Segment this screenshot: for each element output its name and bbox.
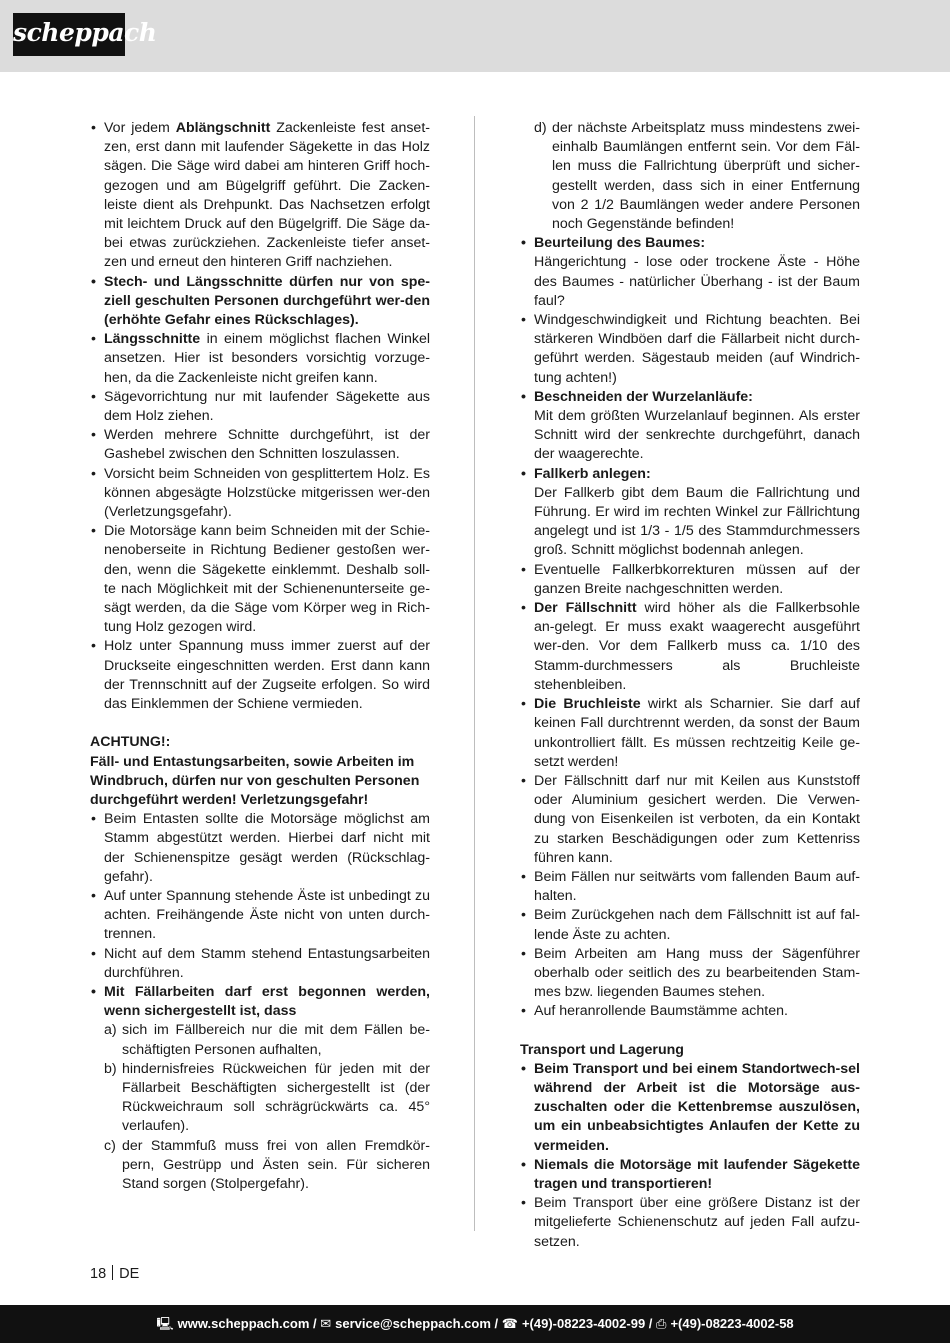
section-heading: Transport und Lagerung	[520, 1041, 684, 1058]
sub-list-item: a) sich im Fällbereich nur die mit dem Fällen be-schäftigten Personen aufhalten,	[104, 1022, 430, 1058]
computer-icon: 🖳	[156, 1316, 174, 1331]
page-number-value: 18	[90, 1266, 107, 1282]
footer-website[interactable]: www.scheppach.com /	[177, 1316, 317, 1331]
page-language: DE	[119, 1266, 140, 1282]
list-item: • Auf heranrollende Baumstämme achten.	[520, 1002, 860, 1021]
list-item-text: Der Fallkerb gibt dem Baum die Fallrichtung und Führung. Er wird im rechten Winkel zur Fällrichtung angelegt und ist 1/3 - 1/5 des Stammdurchmessers groß. Schnitt möglichst bodennah anlegen.	[534, 484, 860, 559]
footer-phone: +(49)-08223-4002-99 /	[521, 1316, 653, 1331]
footer-fax: +(49)-08223-4002-58	[670, 1316, 794, 1331]
list-item: • Auf unter Spannung stehende Äste ist unbedingt zu achten. Freihängende Äste nicht von unten durch-trennen.	[90, 887, 430, 945]
warning-text: Fäll- und Entastungsarbeiten, sowie Arbeiten im Windbruch, dürfen nur von geschulten Personen durchgeführt werden! Verletzungsgefahr!	[90, 753, 420, 808]
list-item: • Die Motorsäge kann beim Schneiden mit der Schie-nenoberseite in Richtung Bediener gestoßen wer-den, wenn die Sägekette einklemmt. Deshalb soll-te nach Möglichkeit mit der Schienenunterseite ge-sägt werden, da die Säge vom Körper weg in Rich-tung Holz gezogen wird.	[90, 522, 430, 637]
page-header	[0, 0, 950, 72]
list-item: • Beim Fällen nur seitwärts vom fallenden Baum auf-halten.	[520, 868, 860, 906]
right-column	[520, 119, 860, 1252]
page-number-separator	[112, 1265, 113, 1280]
column-divider	[474, 116, 475, 1231]
list-item-heading: • Beurteilung des Baumes:	[520, 234, 860, 253]
list-item-heading: • Beschneiden der Wurzelanläufe:	[520, 388, 860, 407]
footer-email[interactable]: service@scheppach.com /	[335, 1316, 499, 1331]
sub-list-item: d) der nächste Arbeitsplatz muss mindestens zwei-einhalb Baumlängen entfernt sein. Vor dem Fäl-len muss die Fallrichtung überprüft und sicher-gestellt werden, dass sich in einer Entfernung von 2 1/2 Baumlängen weder andere Personen noch Gegenstände befinden!	[534, 120, 860, 233]
list-item: • Beim Zurückgehen nach dem Fällschnitt ist auf fal-lende Äste zu achten.	[520, 906, 860, 944]
list-item: • Vorsicht beim Schneiden von gesplittertem Holz. Es können abgesägte Holzstücke mitgerissen wer-den (Verletzungsgefahr).	[90, 465, 430, 523]
list-item: • Stech- und Längsschnitte dürfen nur von spe-ziell geschulten Personen durchgeführt wer-den (erhöhte Gefahr eines Rückschlages).	[90, 273, 430, 331]
left-column	[90, 119, 430, 1194]
list-item-heading: • Fallkerb anlegen:	[520, 465, 860, 484]
list-item: • Beim Entasten sollte die Motorsäge möglichst am Stamm abgestützt werden. Hierbei darf nicht mit der Schienenspitze gesägt werden (Rückschlag-gefahr).	[90, 810, 430, 887]
list-item-text: Mit dem größten Wurzelanlauf beginnen. Als erster Schnitt wird der senkrechte durchgeführt, danach der waagerechte.	[534, 408, 860, 463]
list-item: • Beim Transport über eine größere Distanz ist der mitgelieferte Schienenschutz auf jeden Fall aufzu-setzen.	[520, 1194, 860, 1252]
warning-heading: ACHTUNG!:	[90, 734, 171, 751]
mail-icon: ✉	[320, 1316, 332, 1331]
list-item: • Mit Fällarbeiten darf erst begonnen werden, wenn sichergestellt ist, dass	[90, 983, 430, 1021]
list-item: • Nicht auf dem Stamm stehend Entastungsarbeiten durchführen.	[90, 945, 430, 983]
sub-list-item: b) hindernisfreies Rückweichen für jeden mit der Fällarbeit Beschäftigten sichergestellt ist (der Rückweichraum soll schrägrückwärts ca. 45° verlaufen).	[104, 1060, 430, 1135]
list-item: • Eventuelle Fallkerbkorrekturen müssen auf der ganzen Breite nachgeschnitten werden.	[520, 561, 860, 599]
list-item: • Windgeschwindigkeit und Richtung beachten. Bei stärkeren Windböen darf die Fällarbeit nicht durch-geführt werden. Sägestaub meiden (auf Windrich-tung achten!)	[520, 311, 860, 388]
list-item: • Der Fällschnitt wird höher als die Fallkerbsohle an-gelegt. Er muss exakt waagerecht ausgeführt wer-den. Vor dem Fallkerb muss ca. 1/10 des Stamm-durchmessers als Bruchleiste stehenbleiben.	[520, 599, 860, 695]
list-item: • Beim Arbeiten am Hang muss der Sägenführer oberhalb oder seitlich des zu bearbeitenden Stam-mes bzw. liegenden Baumes stehen.	[520, 945, 860, 1003]
list-item: • Längsschnitte in einem möglichst flachen Winkel ansetzen. Hier ist besonders vorsichtig vorzuge-hen, da die Zackenleiste nicht greifen kann.	[90, 330, 430, 388]
list-item: • Vor jedem Ablängschnitt Zackenleiste fest anset-zen, erst dann mit laufender Sägekette in das Holz sägen. Die Säge wird dabei am hinteren Griff hoch-gezogen und am Bügelgriff geführt. Die Zacken-leiste dient als Drehpunkt. Das Nachsetzen erfolgt mit leichtem Druck auf den Bügelgriff. Die Säge da-bei etwas zurückziehen. Zackenleiste tiefer anset-zen und erneut den hinteren Griff nachziehen.	[90, 119, 430, 273]
list-item: • Niemals die Motorsäge mit laufender Sägekette tragen und transportieren!	[520, 1156, 860, 1194]
page-footer	[0, 1305, 950, 1343]
list-item: • Der Fällschnitt darf nur mit Keilen aus Kunststoff oder Aluminium gesichert werden. Die Verwen-dung von Eisenkeilen ist verboten, da ein Kontakt zu starken Beschädigungen oder zum Kettenriss führen kann.	[520, 772, 860, 868]
page-number	[90, 1265, 139, 1283]
scheppach-logo: scheppach	[13, 13, 125, 56]
sub-list-item: c) der Stammfuß muss frei von allen Fremdkör-pern, Gestrüpp und Ästen sein. Für sicheren Stand sorgen (Stolpergefahr).	[104, 1137, 430, 1192]
phone-icon: ☎	[501, 1316, 518, 1331]
list-item-text: Hängerichtung - lose oder trockene Äste - Höhe des Baumes - natürlicher Überhang - ist der Baum faul?	[534, 254, 860, 309]
list-item: • Beim Transport und bei einem Standortwech-sel während der Arbeit ist die Motorsäge aus-zuschalten oder die Kettenbremse auszulösen, um ein unbeabsichtigtes Anlaufen der Kette zu vermeiden.	[520, 1060, 860, 1156]
list-item: • Sägevorrichtung nur mit laufender Sägekette aus dem Holz ziehen.	[90, 388, 430, 426]
list-item: • Holz unter Spannung muss immer zuerst auf der Druckseite eingeschnitten werden. Erst dann kann der Trennschnitt auf der Zugseite erfolgen. So wird das Einklemmen der Schiene vermieden.	[90, 637, 430, 714]
list-item: • Werden mehrere Schnitte durchgeführt, ist der Gashebel zwischen den Schnitten loszulassen.	[90, 426, 430, 464]
fax-icon: ⎙	[656, 1316, 667, 1331]
list-item: • Die Bruchleiste wirkt als Scharnier. Sie darf auf keinen Fall durchtrennt werden, da sonst der Baum unkontrolliert fällt. Es müssen rechtzeitig Keile ge-setzt werden!	[520, 695, 860, 772]
